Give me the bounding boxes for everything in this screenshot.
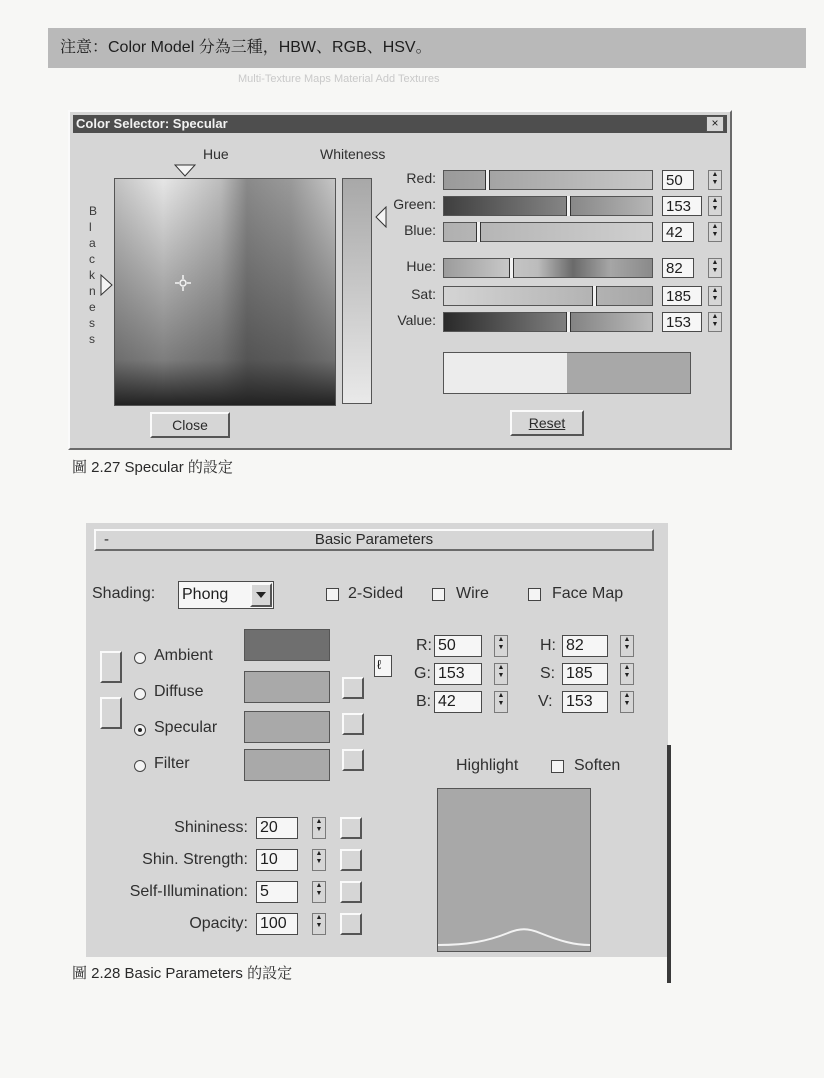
spinner-arrows-icon[interactable]: ▲ ▼ [494,635,508,657]
hue-slider[interactable] [443,258,653,278]
opacity-label: Opacity: [189,915,248,932]
hue-value-field[interactable]: 82 [662,258,694,278]
spinner-arrows-icon[interactable]: ▲ ▼ [708,312,722,332]
two-sided-label: 2-Sided [348,585,404,602]
diffuse-map-button[interactable] [342,677,364,699]
preview-original [444,353,567,393]
h-label: H: [540,637,556,654]
specular-swatch[interactable] [244,711,330,743]
highlight-label: Highlight [456,757,519,774]
lock-diffuse-specular-button[interactable] [100,697,122,729]
blackness-letter: s [89,316,95,330]
filter-label: Filter [154,755,190,772]
rollout-title: Basic Parameters [314,531,434,548]
hue-label: Hue [203,146,229,162]
shininess-field[interactable]: 20 [256,817,298,839]
rollout-scrollbar[interactable] [667,745,671,983]
ghost-text: Multi-Texture Maps Material Add Textures [238,73,440,85]
red-label: Red: [406,170,436,186]
face-map-checkbox[interactable] [528,588,541,601]
lock-ambient-diffuse-button[interactable] [100,651,122,683]
spinner-arrows-icon[interactable]: ▲ ▼ [312,881,326,903]
lock-icon[interactable]: ℓ [374,655,392,677]
shading-label: Shading: [92,585,156,602]
red-slider[interactable] [443,170,653,190]
slider-knob[interactable] [566,312,571,332]
params-panel [86,785,426,955]
face-map-label: Face Map [552,585,624,602]
blackness-letter: c [89,252,95,266]
spinner-arrows-icon[interactable]: ▲ ▼ [494,663,508,685]
self-illumination-field[interactable]: 5 [256,881,298,903]
soften-label: Soften [574,757,621,774]
sat-value-field[interactable]: 185 [662,286,702,306]
wire-label: Wire [456,585,489,602]
dialog-title: Color Selector: Specular [73,115,727,133]
self-illumination-map-button[interactable] [340,881,362,903]
highlight-graph [437,788,591,952]
hue-slider-label: Hue: [406,258,436,274]
chevron-down-icon[interactable] [250,583,272,607]
close-icon[interactable]: × [706,116,724,132]
spinner-arrows-icon[interactable]: ▲ ▼ [312,849,326,871]
hue-pointer-icon[interactable] [174,164,196,178]
slider-knob[interactable] [592,286,597,306]
s-label: S: [540,665,556,682]
filter-map-button[interactable] [342,749,364,771]
diffuse-swatch[interactable] [244,671,330,703]
blackness-letter: k [89,268,95,282]
color-preview [443,352,691,394]
shin-strength-map-button[interactable] [340,849,362,871]
green-label: Green: [393,196,436,212]
value-label: Value: [397,312,436,328]
reset-button[interactable]: Reset [510,410,584,436]
two-sided-checkbox[interactable] [326,588,339,601]
blue-label: Blue: [404,222,436,238]
slider-knob[interactable] [485,170,490,190]
s-field[interactable]: 185 [562,663,608,685]
filter-swatch[interactable] [244,749,330,781]
g-field[interactable]: 153 [434,663,482,685]
v-field[interactable]: 153 [562,691,608,713]
soften-checkbox[interactable] [551,760,564,773]
spinner-arrows-icon[interactable]: ▲ ▼ [708,258,722,278]
shading-value: Phong [182,586,229,603]
wire-checkbox[interactable] [432,588,445,601]
blackness-letter: e [89,300,96,314]
slider-knob[interactable] [566,196,571,216]
shin-strength-field[interactable]: 10 [256,849,298,871]
blue-value-field[interactable]: 42 [662,222,694,242]
value-slider[interactable] [443,312,653,332]
blackness-letter: s [89,332,95,346]
shininess-map-button[interactable] [340,817,362,839]
figure-caption: 圖 2.27 Specular 的設定 [72,459,233,476]
specular-radio[interactable] [134,724,146,736]
specular-map-button[interactable] [342,713,364,735]
r-label: R: [416,637,432,654]
h-field[interactable]: 82 [562,635,608,657]
g-label: G: [414,665,431,682]
spinner-arrows-icon[interactable]: ▲ ▼ [708,170,722,190]
b-label: B: [416,693,432,710]
blackness-letter: a [89,236,96,250]
green-value-field[interactable]: 153 [662,196,702,216]
blackness-letter: B [89,204,98,218]
color-selector-dialog [68,110,732,450]
green-slider[interactable] [443,196,653,216]
spinner-arrows-icon[interactable]: ▲ ▼ [312,913,326,935]
r-field[interactable]: 50 [434,635,482,657]
shininess-label: Shininess: [174,819,248,836]
ambient-radio[interactable] [134,652,146,664]
crosshair-icon [175,275,191,291]
value-value-field[interactable]: 153 [662,312,702,332]
blackness-letter: n [89,284,96,298]
spinner-arrows-icon[interactable]: ▲ ▼ [620,663,634,685]
hue-blackness-picker[interactable] [114,178,336,406]
ambient-swatch[interactable] [244,629,330,661]
rollout-header[interactable] [94,529,654,551]
spinner-arrows-icon[interactable]: ▲ ▼ [494,691,508,713]
whiteness-label: Whiteness [320,146,386,162]
specular-label: Specular [154,719,218,736]
self-illumination-label: Self-Illumination: [129,883,248,900]
slider-knob[interactable] [509,258,514,278]
sat-label: Sat: [411,286,436,302]
whiteness-strip[interactable] [342,178,372,404]
slider-knob[interactable] [476,222,481,242]
opacity-field[interactable]: 100 [256,913,298,935]
collapse-icon[interactable]: - [104,531,109,548]
spinner-arrows-icon[interactable]: ▲ ▼ [708,286,722,306]
blackness-letter: l [89,220,92,234]
spinner-arrows-icon[interactable]: ▲ ▼ [620,635,634,657]
basic-parameters-rollout [86,523,668,785]
diffuse-radio[interactable] [134,688,146,700]
ambient-label: Ambient [154,647,213,664]
shading-dropdown[interactable] [178,581,274,609]
highlight-curve [438,929,590,945]
b-field[interactable]: 42 [434,691,482,713]
spinner-arrows-icon[interactable]: ▲ ▼ [708,196,722,216]
v-label: V: [538,693,553,710]
note-banner: 注意：Color Model 分為三種，HBW、RGB、HSV。 [48,28,806,68]
spinner-arrows-icon[interactable]: ▲ ▼ [620,691,634,713]
opacity-map-button[interactable] [340,913,362,935]
sat-slider[interactable] [443,286,653,306]
shin-strength-label: Shin. Strength: [142,851,248,868]
filter-radio[interactable] [134,760,146,772]
blackness-pointer-icon[interactable] [100,274,114,296]
spinner-arrows-icon[interactable]: ▲ ▼ [708,222,722,242]
diffuse-label: Diffuse [154,683,204,700]
red-value-field[interactable]: 50 [662,170,694,190]
blue-slider[interactable] [443,222,653,242]
preview-new [567,353,690,393]
figure-caption: 圖 2.28 Basic Parameters 的設定 [72,965,293,982]
spinner-arrows-icon[interactable]: ▲ ▼ [312,817,326,839]
close-button[interactable]: Close [150,412,230,438]
